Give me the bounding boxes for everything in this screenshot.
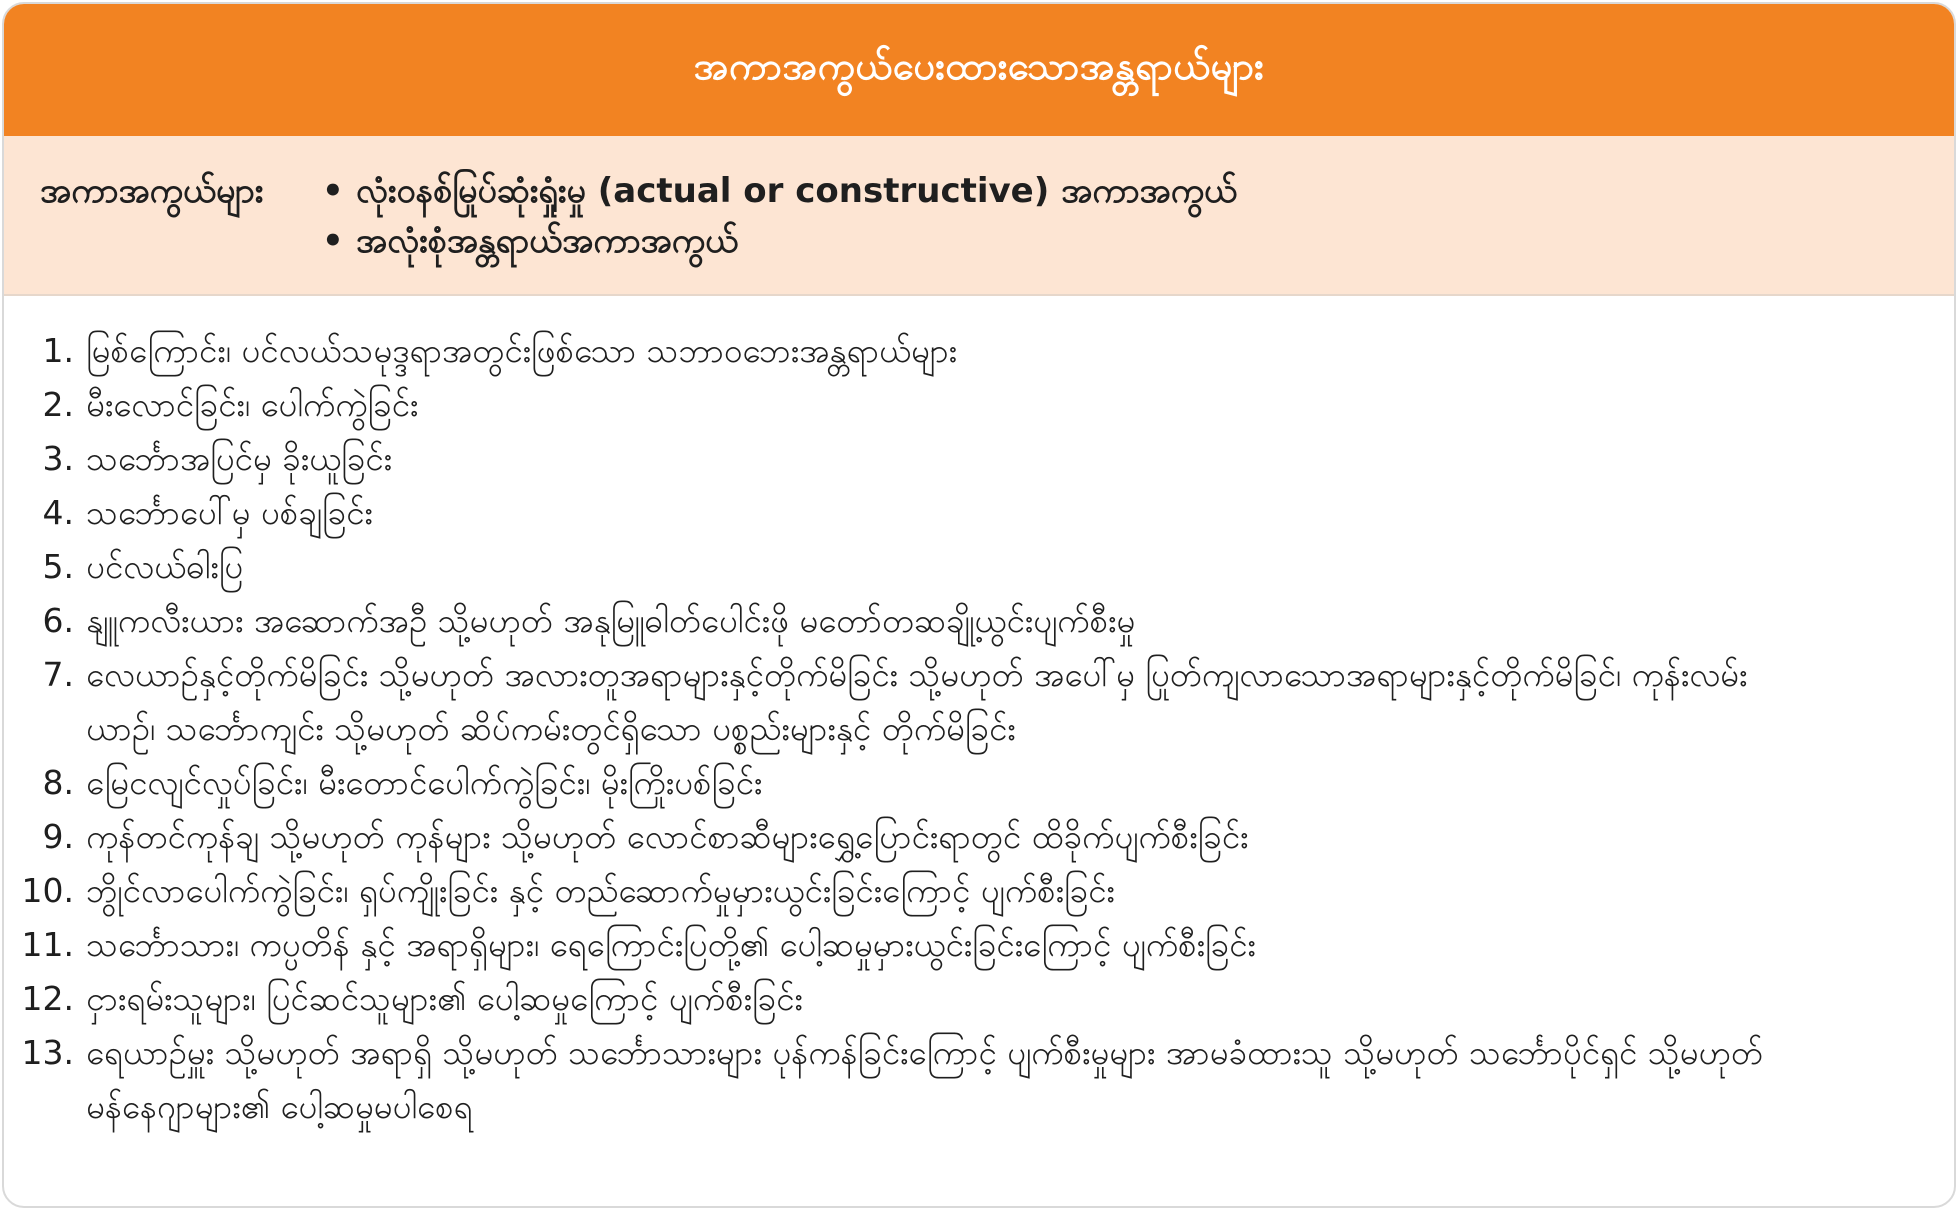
risk-item [4, 972, 1954, 1026]
risk-text: သင်္ဘောအပြင်မှ ခိုးယူခြင်း [86, 439, 392, 478]
risk-number: 5. [42, 547, 74, 586]
risk-item [4, 486, 1954, 540]
coverage-type-item: • အလုံးစုံအန္တရာယ်အကာအကွယ် [322, 216, 1237, 266]
risk-item [4, 756, 1954, 810]
risk-item [4, 594, 1954, 648]
card-title: အကာအကွယ်ပေးထားသောအန္တရာယ်များ [693, 44, 1265, 88]
risk-number: 10. [21, 871, 74, 910]
risk-item [4, 918, 1954, 972]
risk-list [4, 296, 1954, 1134]
risk-text: ပင်လယ်ဓါးပြ [86, 547, 244, 586]
risk-text: ရေယာဉ်မှူး သို့မဟုတ် အရာရှိ သို့မဟုတ် သင်္ဘောသားများ ပုန်ကန်ခြင်းကြောင့် ပျက်စီးမှုများ အာမခံထားသူ သို့မဟုတ် သင်္ဘောပိုင်ရှင် သို့မဟုတ် မန်နေဂျာများ၏ ပေါ့ဆမှုမပါစေရ [86, 1033, 1763, 1126]
risk-text: မြေငလျင်လှုပ်ခြင်း၊ မီးတောင်ပေါက်ကွဲခြင်း၊ မိုးကြိုးပစ်ခြင်း [86, 763, 763, 802]
risk-number: 7. [42, 655, 74, 694]
risk-text: နျူကလီးယား အဆောက်အဦ သို့မဟုတ် အနုမြူဓါတ်ပေါင်းဖို မတော်တဆချို့ယွင်းပျက်စီးမှု [86, 601, 1136, 640]
risk-text: သင်္ဘောပေါ်မှ ပစ်ချခြင်း [86, 493, 373, 532]
risk-text: သင်္ဘောသား၊ ကပ္ပတိန် နှင့် အရာရှိများ၊ ရေကြောင်းပြတို့၏ ပေါ့ဆမှုမှားယွင်းခြင်းကြောင့် ပျက်စီးခြင်း [86, 925, 1256, 964]
risk-number: 9. [42, 817, 74, 856]
risk-item [4, 648, 1954, 756]
risk-item [4, 1026, 1954, 1134]
risk-text: မီးလောင်ခြင်း၊ ပေါက်ကွဲခြင်း [86, 385, 419, 424]
risk-item [4, 324, 1954, 378]
risk-text: ဘွိုင်လာပေါက်ကွဲခြင်း၊ ရှပ်ကျိုးခြင်း နှင့် တည်ဆောက်မှုမှားယွင်းခြင်းကြောင့် ပျက်စီးခြင်း [86, 871, 1115, 910]
risk-number: 11. [21, 925, 74, 964]
risk-item [4, 432, 1954, 486]
coverage-types-label: အကာအကွယ်များ [40, 171, 264, 211]
risk-item [4, 378, 1954, 432]
risk-item [4, 810, 1954, 864]
risk-number: 6. [42, 601, 74, 640]
risk-text: မြစ်ကြောင်း၊ ပင်လယ်သမုဒ္ဒရာအတွင်းဖြစ်သော သဘာဝဘေးအန္တရာယ်များ [86, 331, 958, 370]
risk-text: ကုန်တင်ကုန်ချ သို့မဟုတ် ကုန်များ သို့မဟုတ် လောင်စာဆီများရွှေ့ပြောင်းရာတွင် ထိခိုက်ပျက်စီးခြင်း [86, 817, 1249, 856]
risk-item [4, 540, 1954, 594]
risk-text: ငှားရမ်းသူများ၊ ပြင်ဆင်သူများ၏ ပေါ့ဆမှုကြောင့် ပျက်စီးခြင်း [86, 979, 803, 1018]
bullet-icon: • [322, 221, 344, 261]
risk-number: 3. [42, 439, 74, 478]
insured-risks-card [2, 2, 1956, 1208]
risk-text: လေယာဉ်နှင့်တိုက်မိခြင်း သို့မဟုတ် အလားတူအရာများနှင့်တိုက်မိခြင်း သို့မဟုတ် အပေါ်မှ ပြုတ်ကျလာသောအရာများနှင့်တိုက်မိခြင်၊ ကုန်းလမ်းယာဉ်၊ သင်္ဘောကျင်း သို့မဟုတ် ဆိပ်ကမ်းတွင်ရှိသော ပစ္စည်းများနှင့် တိုက်မိခြင်း [86, 655, 1748, 748]
risk-number: 4. [42, 493, 74, 532]
bullet-icon: • [322, 171, 344, 211]
risk-number: 2. [42, 385, 74, 424]
risk-number: 1. [42, 331, 74, 370]
risk-item [4, 864, 1954, 918]
risk-number: 8. [42, 763, 74, 802]
card-header [4, 4, 1954, 136]
risk-number: 13. [21, 1033, 74, 1072]
coverage-types-list [322, 166, 1237, 294]
coverage-type-item: • လုံးဝနစ်မြုပ်ဆုံးရှုံးမှု (actual or constructive) အကာအကွယ် [322, 166, 1237, 216]
risk-number: 12. [21, 979, 74, 1018]
coverage-types-band [4, 136, 1954, 296]
